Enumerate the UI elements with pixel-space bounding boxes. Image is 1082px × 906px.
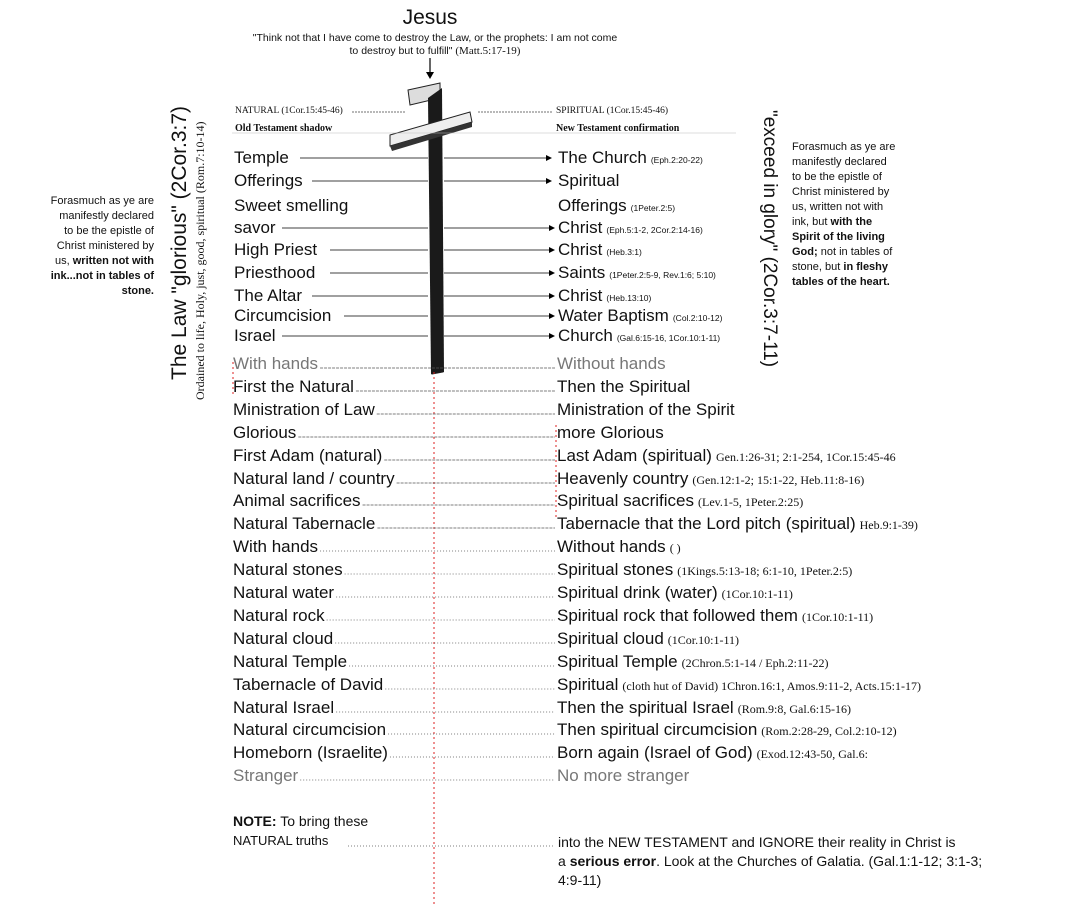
row-right-ref: (cloth hut of David) 1Chron.16:1, Amos.9:11-2, Acts.15:1-17) [622,679,921,693]
row-right-ref: Heb.9:1-39) [859,518,918,532]
row-right-label: more Glorious [557,423,664,442]
exceed-in-glory-label: "exceed in glory" (2Cor.3:7-11) [759,110,780,368]
arrow-down-head [426,72,434,79]
new-testament-header: New Testament confirmation [556,123,680,134]
row-left-label: First the Natural [233,377,354,396]
row-right-item [557,629,739,649]
note-right1: into the NEW TESTAMENT and IGNORE their reality in Christ is [558,834,956,850]
row-right-item [557,698,851,718]
row-left-label: Stranger [233,766,299,785]
row-left-label: With hands [233,354,319,373]
note-line2: NATURAL truths [233,833,329,848]
shadow-left-item: High Priest [234,240,318,259]
row-right-label: Born again (Israel of God) [557,743,753,762]
right-note-bold1: with the Spirit of the living God; [792,216,885,258]
shadow-left-item: Sweet smelling [234,196,349,215]
left-note [50,194,154,299]
shadow-right-ref: (Gal.6:15-16, 1Cor.10:1-11) [616,333,721,343]
row-right-label: Then the spiritual Israel [557,698,734,717]
row-right-item [557,675,921,695]
row-right-label: Spiritual drink (water) [557,583,718,602]
row-left-label: Tabernacle of David [233,675,384,694]
row-right-label: Then spiritual circumcision [557,720,758,739]
row-right-item [557,652,829,672]
row-right-item [557,537,681,557]
row-right-item [557,560,852,580]
row-right-item [557,743,868,763]
shadow-right-label: Christ [558,218,603,237]
quote-text: "Think not that I have come to destroy the Law, or the prophets: I am not come to destroy but to fulfill" [252,32,618,57]
row-left-label: Natural cloud [233,629,334,648]
row-right-ref: (Rom.2:28-29, Col.2:10-12) [761,724,897,738]
shadow-right-label: Water Baptism [558,306,669,325]
row-right-item [557,400,739,420]
row-right-item [557,377,694,397]
note-right3: 4:9-11) [558,872,602,888]
law-glorious-label: The Law "glorious" (2Cor.3:7) [168,105,191,380]
row-right-label: Ministration of the Spirit [557,400,735,419]
shadow-right-item [558,148,703,168]
row-left-label: Natural Tabernacle [233,514,376,533]
row-right-label: Spiritual cloud [557,629,664,648]
note-block-left [233,813,368,829]
row-right-label: Heavenly country [557,469,689,488]
old-testament-header: Old Testament shadow [235,123,333,134]
shadow-right-item [558,286,651,306]
shadow-right-item [558,306,722,326]
diagram-title: Jesus [402,6,458,29]
row-right-label: Spiritual [557,675,619,694]
row-right-ref: (Gen.12:1-2; 15:1-22, Heb.11:8-16) [692,473,865,487]
shadow-right-ref: (Col.2:10-12) [672,313,723,323]
shadow-left-item: Offerings [234,171,303,190]
row-right-ref: Gen.1:26-31; 2:1-254, 1Cor.15:45-46 [715,450,896,464]
shadow-left-item: Israel [234,326,276,345]
shadow-right-ref: (Eph.5:1-2, 2Cor.2:14-16) [606,225,703,235]
left-note-end: in tables of stone. [95,270,154,297]
row-right-item [557,583,793,603]
row-left-label: Natural Israel [233,698,335,717]
row-left-label: First Adam (natural) [233,446,383,465]
shadow-right-item [558,171,623,191]
row-left-label: Homeborn (Israelite) [233,743,388,762]
right-note-mid: not in tables of stone, but [792,246,893,273]
left-note-bold: written not with ink...not [50,255,154,282]
row-right-item [557,354,670,374]
row-right-item [557,766,693,786]
row-left-label: Natural water [233,583,335,602]
shadow-right-ref: (1Peter.2:5-9, Rev.1:6; 5:10) [609,270,716,280]
row-left-label: Animal sacrifices [233,491,361,510]
shadow-right-item [558,263,716,283]
row-right-label: Spiritual Temple [557,652,678,671]
note-line1: To bring these [280,813,369,829]
row-left-label: Natural circumcision [233,720,387,739]
row-left-label: Natural Temple [233,652,348,671]
shadow-right-item [558,218,703,238]
shadow-right-item [558,240,642,260]
row-right-label: Spiritual rock that followed them [557,606,798,625]
row-left-label: With hands [233,537,319,556]
shadow-right-label: Offerings [558,196,627,215]
spiritual-header: SPIRITUAL (1Cor.15:45-46) [556,106,669,116]
row-right-label: Without hands [557,354,666,373]
row-left-label: Glorious [233,423,297,442]
shadow-left-item: The Altar [234,286,303,305]
row-left-label: Natural rock [233,606,325,625]
row-right-ref: (1Cor.10:1-11) [721,587,793,601]
row-right-label: Last Adam (spiritual) [557,446,712,465]
right-note [792,140,898,290]
row-right-item [557,446,896,466]
row-right-item [557,423,668,443]
row-left-label: Natural land / country [233,469,395,488]
shadow-right-label: Saints [558,263,606,282]
note-right2c: . Look at the Churches of Galatia. (Gal.1:1-12; 3:1-3; [656,853,983,869]
row-right-ref: (1Cor.10:1-11) [667,633,739,647]
shadow-right-label: Church [558,326,613,345]
shadow-right-item [558,196,675,216]
row-right-ref: (Rom.9:8, Gal.6:15-16) [737,702,852,716]
shadow-right-label: The Church [558,148,647,167]
note-right2a: a [558,853,566,869]
note-label: NOTE: [233,813,277,829]
shadow-left-item: Circumcision [234,306,332,325]
shadow-left-item: Priesthood [234,263,316,282]
row-right-item [557,720,897,740]
row-right-label: Spiritual stones [557,560,674,579]
row-right-ref: (Exod.12:43-50, Gal.6: [756,747,868,761]
right-note-bold2: in fleshy tables of the heart. [792,261,890,288]
shadow-right-ref: (1Peter.2:5) [630,203,676,213]
shadow-right-ref: (Heb.3:1) [606,247,642,257]
row-right-label: No more stranger [557,766,690,785]
shadow-right-ref: (Eph.2:20-22) [650,155,703,165]
row-right-item [557,491,803,511]
shadow-left-item: savor [234,218,276,237]
row-right-label: Without hands [557,537,666,556]
shadow-right-label: Christ [558,286,603,305]
row-right-item [557,606,873,626]
shadow-left-item: Temple [234,148,289,167]
row-left-label: Ministration of Law [233,400,375,419]
row-leaders [298,368,555,846]
row-right-ref: ( ) [669,541,681,555]
shadow-right-label: Christ [558,240,603,259]
row-right-label: Tabernacle that the Lord pitch (spiritual) [557,514,856,533]
natural-header: NATURAL (1Cor.15:45-46) [235,106,343,116]
quote-ref: (Matt.5:17-19) [455,45,521,57]
row-left-label: Natural stones [233,560,343,579]
note-right2b: serious error [569,853,657,869]
row-right-ref: (1Cor.10:1-11) [801,610,874,624]
right-note-text: Forasmuch as ye are manifestly declared to be the epistle of Christ ministered by us, written not with ink, but [792,141,896,228]
note-block-right [558,833,1028,890]
law-ordained-label: Ordained to life, Holy, just, good, spiritual (Rom.7:10-14) [193,121,207,400]
row-right-ref: (2Chron.5:1-14 / Eph.2:11-22) [681,656,829,670]
row-right-label: Spiritual sacrifices [557,491,694,510]
shadow-right-item [558,326,720,346]
shadow-right-label: Spiritual [558,171,620,190]
left-note-text: Forasmuch as ye are manifestly declared to be the epistle of Christ ministered by us, [50,195,154,267]
row-right-ref: (1Kings.5:13-18; 6:1-10, 1Peter.2:5) [677,564,853,578]
row-right-item [557,469,864,489]
row-right-ref: (Lev.1-5, 1Peter.2:25) [698,495,804,509]
row-right-item [557,514,918,534]
shadow-right-ref: (Heb.13:10) [606,293,652,303]
row-right-label: Then the Spiritual [557,377,691,396]
